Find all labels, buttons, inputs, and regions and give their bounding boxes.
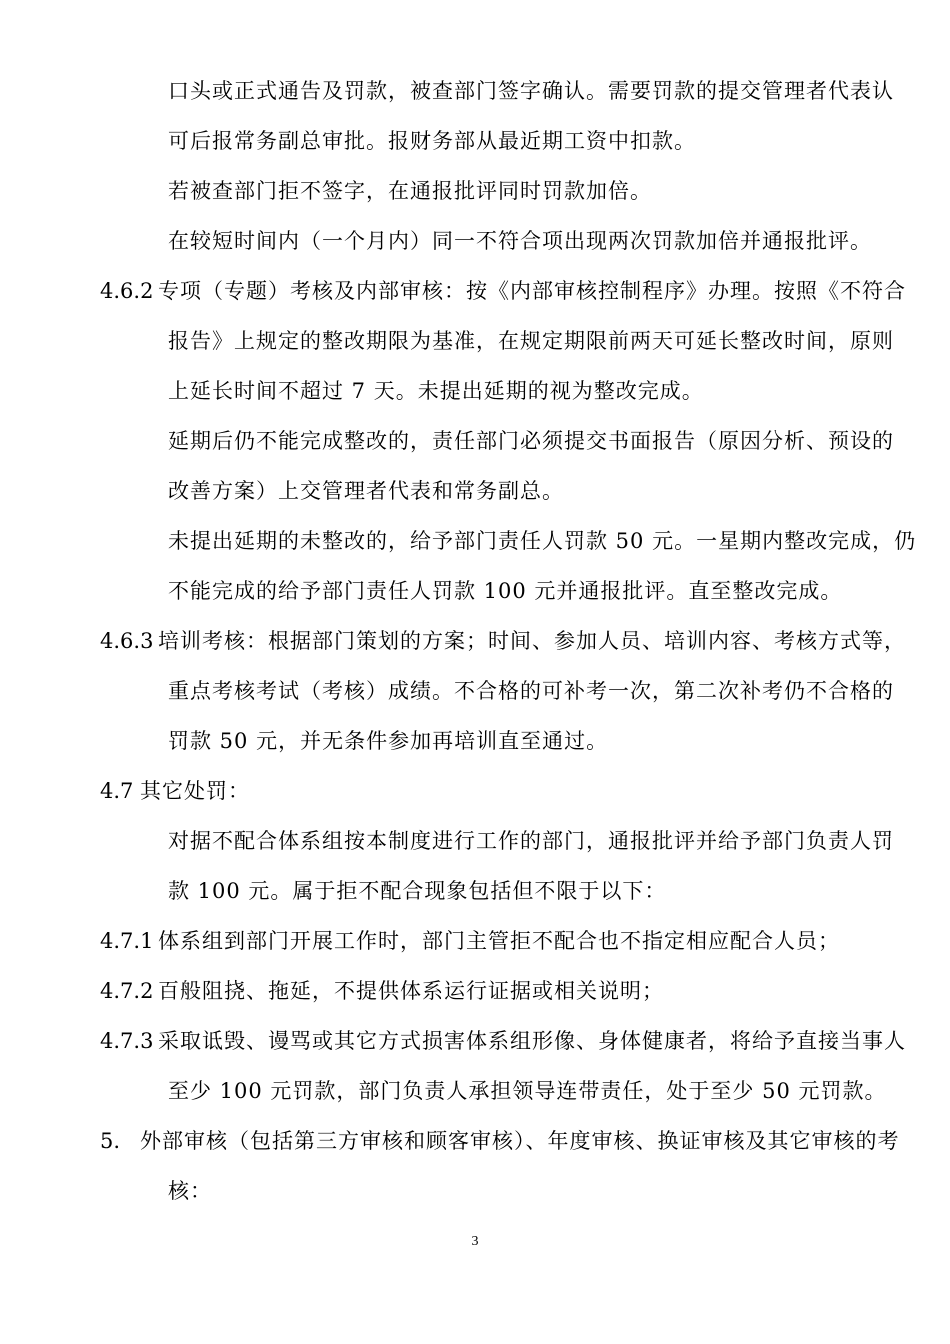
paragraph-line: 不能完成的给予部门责任人罚款 100 元并通报批评。直至整改完成。: [168, 579, 843, 603]
section-number: 4.7.1: [100, 929, 154, 953]
paragraph-line: 重点考核考试（考核）成绩。不合格的可补考一次，第二次补考仍不合格的: [168, 679, 894, 703]
item-text: 体系组到部门开展工作时，部门主管拒不配合也不指定相应配合人员；: [158, 929, 840, 953]
item-text: 专项（专题）考核及内部审核：按《内部审核控制程序》办理。按照《不符合: [158, 279, 906, 303]
section-number: 4.7.2: [100, 979, 154, 1003]
item-text: 其它处罚：: [140, 779, 250, 803]
paragraph-line: 上延长时间不超过 7 天。未提出延期的视为整改完成。: [168, 379, 704, 403]
paragraph-line: 至少 100 元罚款，部门负责人承担领导连带责任，处于至少 50 元罚款。: [168, 1079, 887, 1103]
paragraph-line: 报告》上规定的整改期限为基准，在规定期限前两天可延长整改时间，原则: [168, 329, 894, 353]
paragraph-line: 对据不配合体系组按本制度进行工作的部门，通报批评并给予部门负责人罚: [168, 829, 894, 853]
paragraph-line: 可后报常务副总审批。报财务部从最近期工资中扣款。: [168, 129, 696, 153]
numbered-item-4-7-1: [100, 927, 840, 955]
section-number: 4.7.3: [100, 1029, 154, 1053]
numbered-item-4-6-3: [100, 627, 906, 655]
paragraph-line: 若被查部门拒不签字，在通报批评同时罚款加倍。: [168, 179, 652, 203]
paragraph-line: 核：: [168, 1179, 212, 1203]
numbered-item-4-7-2: [100, 977, 664, 1005]
section-number: 5.: [100, 1129, 121, 1153]
numbered-item-5: [100, 1127, 900, 1155]
paragraph-line: 改善方案）上交管理者代表和常务副总。: [168, 479, 564, 503]
item-text: 外部审核（包括第三方审核和顾客审核）、年度审核、换证审核及其它审核的考: [140, 1129, 900, 1153]
paragraph-line: 延期后仍不能完成整改的，责任部门必须提交书面报告（原因分析、预设的: [168, 429, 894, 453]
section-number: 4.7: [100, 779, 134, 803]
paragraph-line: 款 100 元。属于拒不配合现象包括但不限于以下：: [168, 879, 667, 903]
paragraph-line: 未提出延期的未整改的，给予部门责任人罚款 50 元。一星期内整改完成，仍: [168, 529, 917, 553]
paragraph-line: 口头或正式通告及罚款，被查部门签字确认。需要罚款的提交管理者代表认: [168, 79, 894, 103]
page-number: 3: [471, 1234, 479, 1249]
section-number: 4.6.3: [100, 629, 154, 653]
section-number: 4.6.2: [100, 279, 154, 303]
item-text: 培训考核：根据部门策划的方案；时间、参加人员、培训内容、考核方式等，: [158, 629, 906, 653]
numbered-item-4-7: [100, 777, 250, 805]
numbered-item-4-7-3: [100, 1027, 906, 1055]
paragraph-line: 罚款 50 元，并无条件参加再培训直至通过。: [168, 729, 609, 753]
item-text: 百般阻挠、拖延，不提供体系运行证据或相关说明；: [158, 979, 664, 1003]
item-text: 采取诋毁、谩骂或其它方式损害体系组形像、身体健康者，将给予直接当事人: [158, 1029, 906, 1053]
numbered-item-4-6-2: [100, 277, 906, 305]
paragraph-line: 在较短时间内（一个月内）同一不符合项出现两次罚款加倍并通报批评。: [168, 229, 872, 253]
